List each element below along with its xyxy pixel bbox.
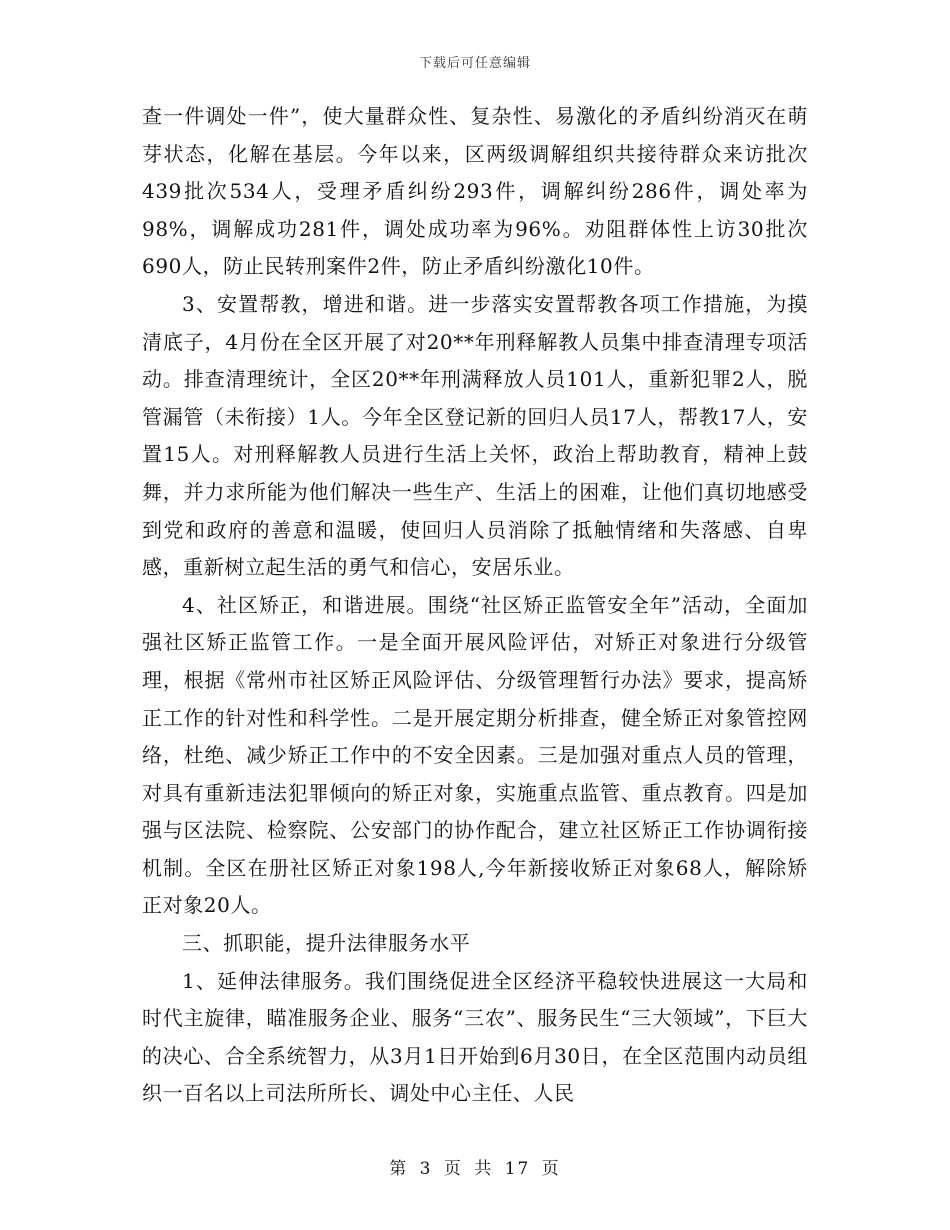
paragraph-legal-service-extension: 1、延伸法律服务。我们围绕促进全区经济平稳较快进展这一大局和时代主旋律，瞄准服务企业、服务“三农”、服务民生“三大领域”，下巨大的决心、合全系统智力，从3月1日开始到6月30日，在全区范围内动员组织一百名以上司法所所长、调处中心主任、人民 [142,968,808,1106]
paragraph-continuation: 查一件调处一件”，使大量群众性、复杂性、易激化的矛盾纠纷消灭在萌芽状态，化解在基层。今年以来，区两级调解组织共接待群众来访批次439批次534人，受理矛盾纠纷293件，调解纠纷286件，调处率为98%，调解成功281件，调处成功率为96%。劝阻群体性上访30批次690人，防止民转刑案件2件，防止矛盾纠纷激化10件。 [142,104,808,279]
paragraph-resettlement: 3、安置帮教，增进和谐。进一步落实安置帮教各项工作措施，为摸清底子，4月份在全区开展了对20**年刑释解教人员集中排查清理专项活动。排查清理统计，全区20**年刑满释放人员101人，重新犯罪2人，脱管漏管（未衔接）1人。今年全区登记新的回归人员17人，帮教17人，安置15人。对刑释解教人员进行生活上关怀，政治上帮助教育，精神上鼓舞，并力求所能为他们解决一些生产、生活上的困难，让他们真切地感受到党和政府的善意和温暖，使回归人员消除了抵触情绪和失落感、自卑感，重新树立起生活的勇气和信心，安居乐业。 [142,291,808,580]
page-number-footer: 第 3 页 共 17 页 [389,1159,561,1179]
page-header-note: 下载后可任意编辑 [418,56,531,71]
section-heading-legal-services: 三、抓职能，提升法律服务水平 [182,931,471,956]
document-body [142,98,808,1113]
paragraph-community-correction: 4、社区矫正，和谐进展。围绕“社区矫正监管安全年”活动，全面加强社区矫正监管工作。一是全面开展风险评估，对矫正对象进行分级管理，根据《常州市社区矫正风险评估、分级管理暂行办法》要求，提高矫正工作的针对性和科学性。二是开展定期分析排查，健全矫正对象管控网络，杜绝、减少矫正工作中的不安全因素。三是加强对重点人员的管理，对具有重新违法犯罪倾向的矫正对象，实施重点监管、重点教育。四是加强与区法院、检察院、公安部门的协作配合，建立社区矫正工作协调衔接机制。全区在册社区矫正对象198人,今年新接收矫正对象68人，解除矫正对象20人。 [142,592,808,918]
